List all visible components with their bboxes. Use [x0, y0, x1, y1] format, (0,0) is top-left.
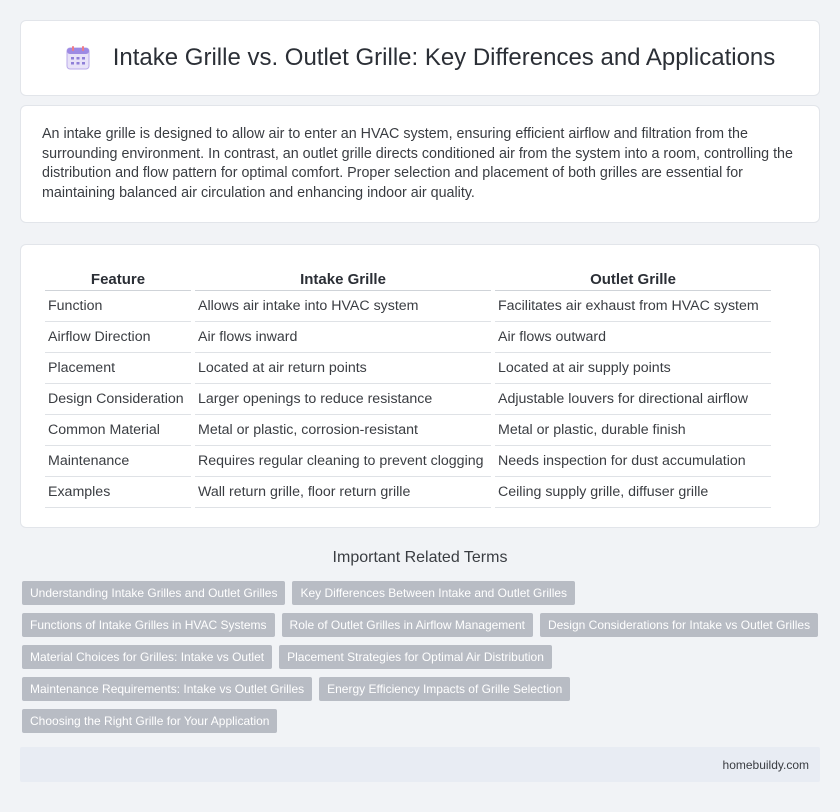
- intro-text: An intake grille is designed to allow air to enter an HVAC system, ensuring efficient airflow and filtration from the surrounding environment. In contrast, an outlet grille directs conditioned air from the system into a room, controlling the distribution and flow pattern for optimal comfort. Proper selection and placement of both grilles are essential for maintaining balanced air circulation and enhancing indoor air quality.: [42, 126, 793, 201]
- table-row: [45, 384, 771, 415]
- table-cell: Examples: [45, 477, 191, 508]
- table-cell: Design Consideration: [45, 384, 191, 415]
- page-title: Intake Grille vs. Outlet Grille: Key Differences and Applications: [112, 44, 776, 71]
- table-cell: Maintenance: [45, 446, 191, 477]
- calendar-icon: [65, 45, 91, 71]
- related-term-tag[interactable]: Material Choices for Grilles: Intake vs Outlet: [22, 645, 272, 669]
- table-cell: Ceiling supply grille, diffuser grille: [495, 477, 771, 508]
- comparison-table: [41, 265, 775, 508]
- column-header: Outlet Grille: [495, 265, 771, 291]
- related-term-tag[interactable]: Understanding Intake Grilles and Outlet Grilles: [22, 581, 285, 605]
- column-header: Intake Grille: [195, 265, 491, 291]
- related-term-tag[interactable]: Choosing the Right Grille for Your Application: [22, 709, 277, 733]
- related-term-tag[interactable]: Functions of Intake Grilles in HVAC Systems: [22, 613, 275, 637]
- related-term-tag[interactable]: Design Considerations for Intake vs Outlet Grilles: [540, 613, 818, 637]
- related-terms-title: Important Related Terms: [332, 549, 508, 566]
- table-row: [45, 322, 771, 353]
- related-term-tag[interactable]: Maintenance Requirements: Intake vs Outlet Grilles: [22, 677, 312, 701]
- table-cell: Airflow Direction: [45, 322, 191, 353]
- table-cell: Allows air intake into HVAC system: [195, 291, 491, 322]
- table-row: [45, 477, 771, 508]
- related-term-tag[interactable]: Energy Efficiency Impacts of Grille Selection: [319, 677, 570, 701]
- table-cell: Placement: [45, 353, 191, 384]
- table-cell: Common Material: [45, 415, 191, 446]
- table-row: [45, 446, 771, 477]
- table-cell: Air flows inward: [195, 322, 491, 353]
- comparison-card: [20, 244, 820, 528]
- table-cell: Requires regular cleaning to prevent clogging: [195, 446, 491, 477]
- related-term-tag[interactable]: Role of Outlet Grilles in Airflow Management: [282, 613, 533, 637]
- table-cell: Located at air supply points: [495, 353, 771, 384]
- table-cell: Function: [45, 291, 191, 322]
- table-row: [45, 291, 771, 322]
- table-cell: Facilitates air exhaust from HVAC system: [495, 291, 771, 322]
- table-cell: Metal or plastic, durable finish: [495, 415, 771, 446]
- table-cell: Air flows outward: [495, 322, 771, 353]
- table-cell: Adjustable louvers for directional airflow: [495, 384, 771, 415]
- footer-site[interactable]: homebuildy.com: [722, 757, 809, 772]
- table-cell: Wall return grille, floor return grille: [195, 477, 491, 508]
- table-cell: Larger openings to reduce resistance: [195, 384, 491, 415]
- column-header: Feature: [45, 265, 191, 291]
- intro-card: [20, 105, 820, 223]
- tag-row: [22, 709, 822, 733]
- table-cell: Located at air return points: [195, 353, 491, 384]
- tag-row: [22, 645, 822, 669]
- table-row: [45, 353, 771, 384]
- related-term-tag[interactable]: Key Differences Between Intake and Outlet Grilles: [292, 581, 575, 605]
- related-terms-list: [22, 581, 822, 741]
- table-cell: Metal or plastic, corrosion-resistant: [195, 415, 491, 446]
- tag-row: [22, 677, 822, 701]
- tag-row: [22, 581, 822, 605]
- footer: [20, 747, 820, 782]
- related-term-tag[interactable]: Placement Strategies for Optimal Air Distribution: [279, 645, 552, 669]
- tag-row: [22, 613, 822, 637]
- table-cell: Needs inspection for dust accumulation: [495, 446, 771, 477]
- table-row: [45, 415, 771, 446]
- header-card: [20, 20, 820, 96]
